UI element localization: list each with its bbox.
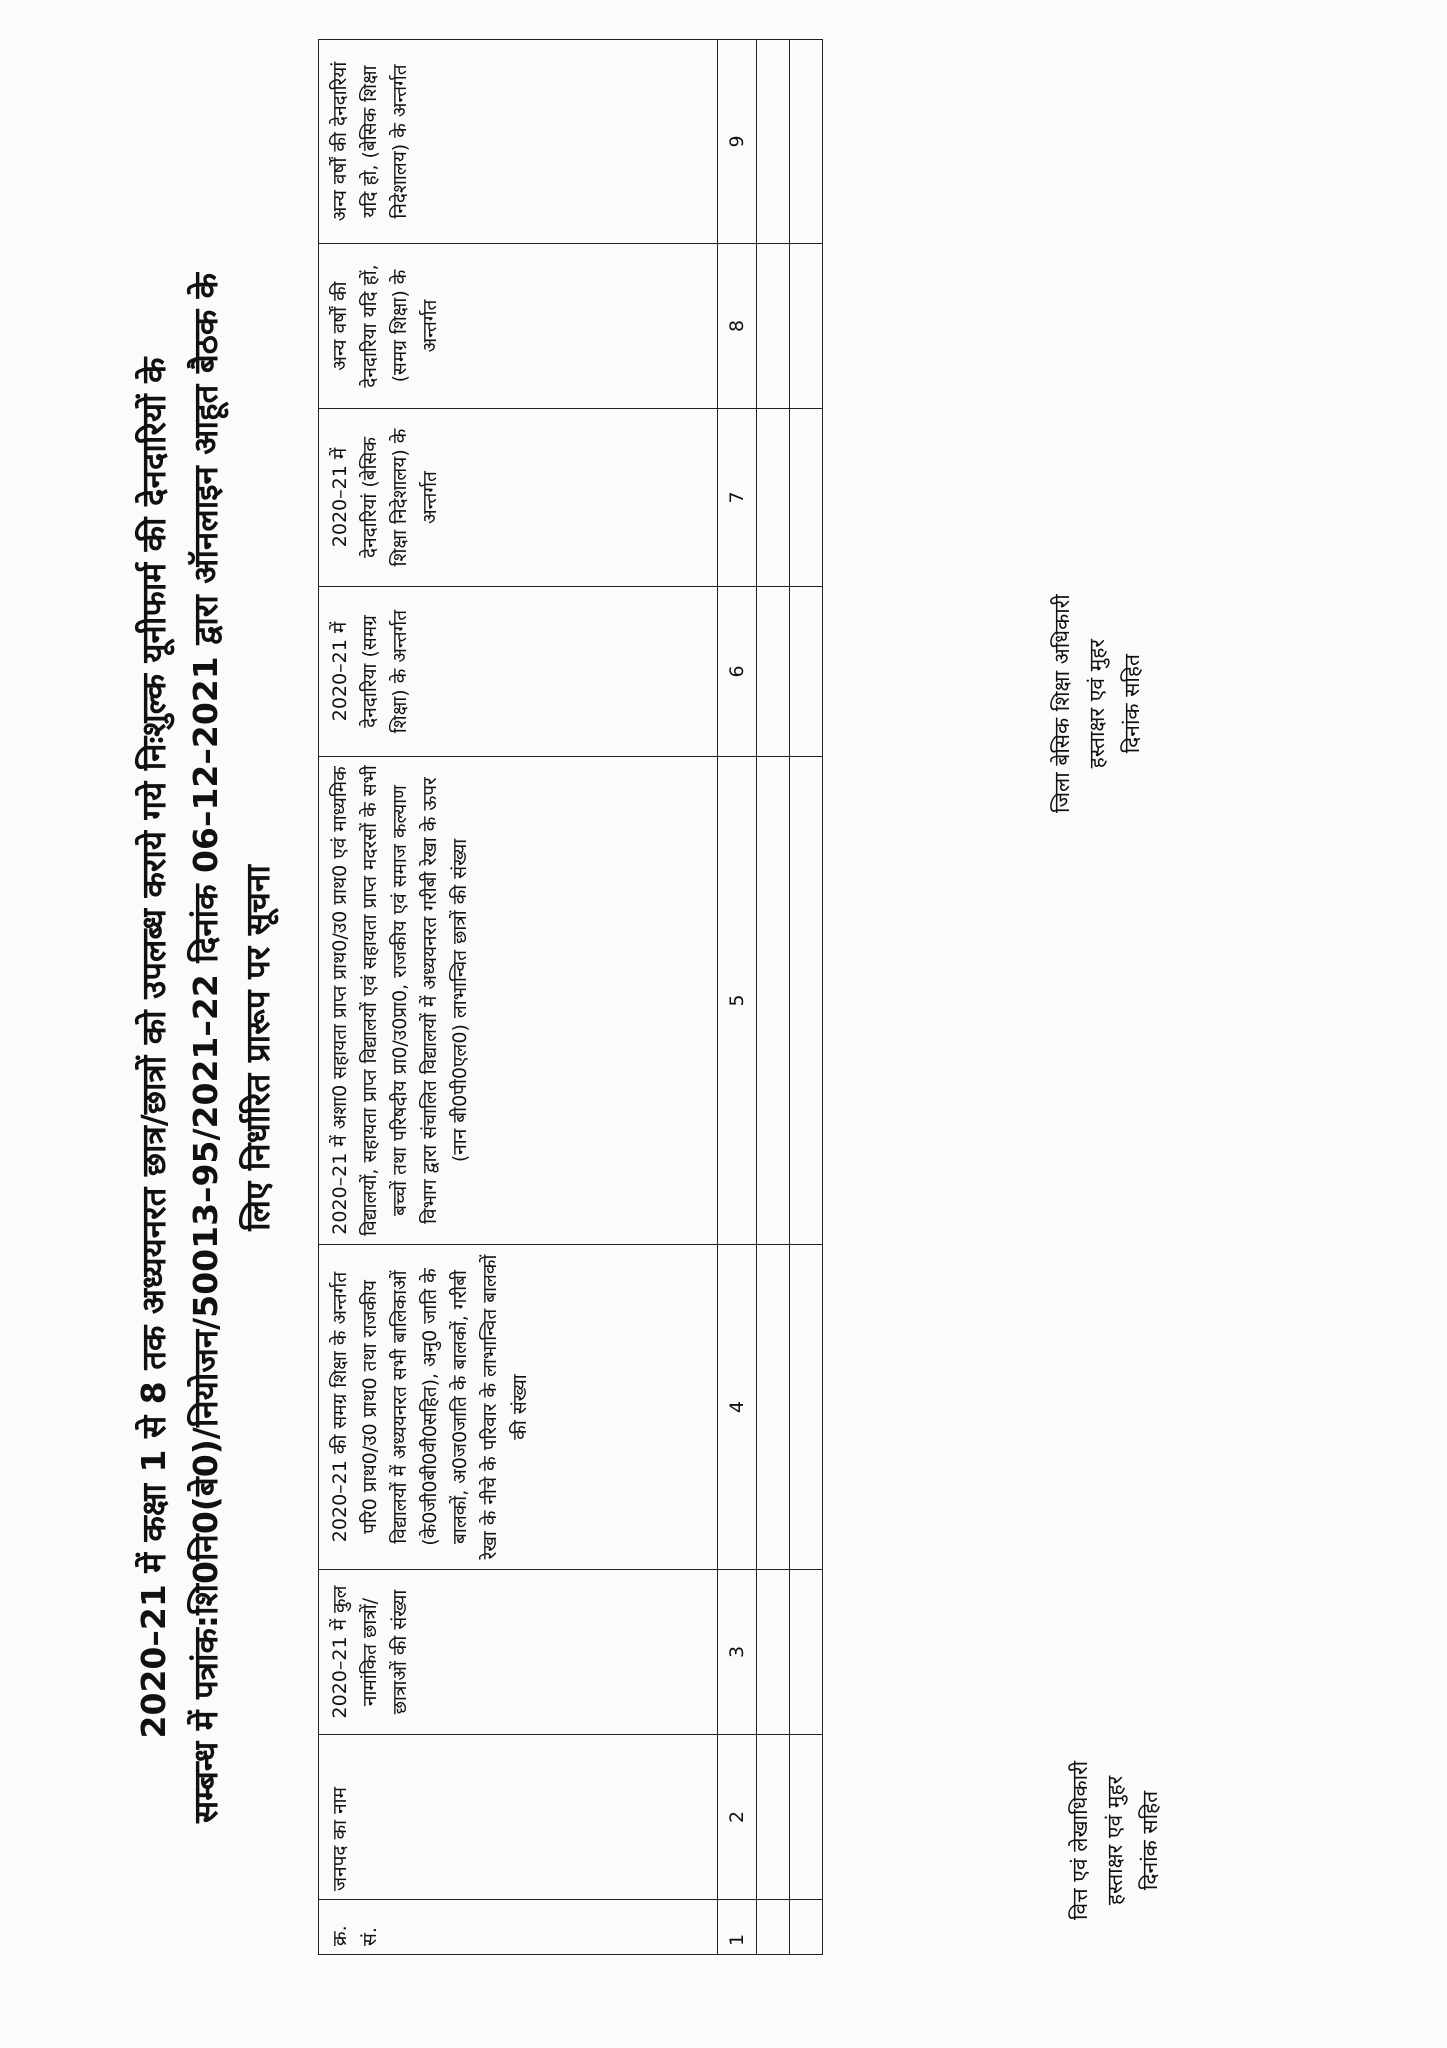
header-row bbox=[319, 40, 718, 1955]
column-number-row bbox=[718, 40, 757, 1955]
empty-cell bbox=[790, 244, 823, 409]
empty-cell bbox=[757, 757, 790, 1245]
header-aided-beneficiaries: 2020–21 में अशा0 सहायता प्राप्त प्राथ0/उ0 प्राथ0 एवं माध्यमिक विद्यालयों, सहायता प्राप्त विद्यालयों एवं सहायता प्राप्त मदरसों के सभी बच्चों तथा परिषदीय प्रा0/उ0प्रा0, राजकीय एवं समाज कल्याण विभाग द्वारा संचालित विद्यालयों में अध्ययनरत गरीबी रेखा के ऊपर (नान बी0पी0एल0) लाभान्वित छात्रों की संख्या bbox=[319, 757, 718, 1245]
header-samagra-beneficiaries: 2020–21 की समग्र शिक्षा के अन्तर्गत परि0 प्राथ0/उ0 प्राथ0 तथा राजकीय विद्यालयों में अध्ययनरत सभी बालिकाओं (के0जी0बी0वी0सहित), अनु0 जाति के बालकों, अ0ज0जाति के बालकों, गरीबी रेखा के नीचे के परिवार के लाभान्वित बालकों की संख्या bbox=[319, 1245, 718, 1570]
empty-cell bbox=[757, 409, 790, 587]
district-education-officer-signature-block bbox=[1045, 594, 1150, 813]
header-other-years-samagra: अन्य वर्षों की देनदारिया यदि हों, (समग्र शिक्षा) के अन्तर्गत bbox=[319, 244, 718, 409]
signature-designation: जिला बेसिक शिक्षा अधिकारी bbox=[1050, 594, 1074, 813]
document-title bbox=[128, 108, 284, 1988]
empty-row bbox=[790, 40, 823, 1955]
finance-officer-signature-block bbox=[1063, 1761, 1168, 1920]
title-line-3: लिए निर्धारित प्रारूप पर सूचना bbox=[238, 865, 277, 1231]
header-liability-samagra-2020-21: 2020–21 में देनदारिया (समग्र शिक्षा) के अन्तर्गत bbox=[319, 587, 718, 757]
empty-cell bbox=[790, 1900, 823, 1955]
title-line-2: सम्बन्ध में पत्रांक:शि0नि0(बे0)/नियोजन/50013–95/2021–22 दिनांक 06–12–2021 द्वारा ऑनलाइन आहूत बैठक के bbox=[186, 272, 225, 1824]
empty-cell bbox=[757, 244, 790, 409]
header-liability-basic-2020-21: 2020–21 में देनदारियां (बेसिक शिक्षा निदेशालय) के अन्तर्गत bbox=[319, 409, 718, 587]
empty-cell bbox=[757, 1735, 790, 1900]
column-number: 5 bbox=[718, 757, 757, 1245]
empty-cell bbox=[790, 1245, 823, 1570]
title-line-1: 2020–21 में कक्षा 1 से 8 तक अध्ययनरत छात्र/छात्रों को उपलब्ध कराये गये निःशुल्क यूनीफार्म की देनदारियों के bbox=[134, 357, 173, 1739]
empty-cell bbox=[757, 1570, 790, 1735]
column-number: 4 bbox=[718, 1245, 757, 1570]
signature-date-note: दिनांक सहित bbox=[1120, 654, 1144, 754]
signature-note: हस्ताक्षर एवं मुहर bbox=[1085, 639, 1109, 769]
empty-cell bbox=[757, 587, 790, 757]
empty-cell bbox=[757, 40, 790, 244]
column-number: 2 bbox=[718, 1735, 757, 1900]
header-other-years-basic: अन्य वर्षों की देनदारियां यदि हो, (बेसिक शिक्षा निदेशालय) के अन्तर्गत bbox=[319, 40, 718, 244]
column-number: 1 bbox=[718, 1900, 757, 1955]
column-number: 6 bbox=[718, 587, 757, 757]
header-total-enrolled: 2020–21 में कुल नामांकित छात्रों/छात्राओं की संख्या bbox=[319, 1570, 718, 1735]
header-serial: क्र. सं. bbox=[319, 1900, 718, 1955]
signature-designation: वित्त एवं लेखाधिकारी bbox=[1068, 1760, 1092, 1920]
column-number: 7 bbox=[718, 409, 757, 587]
signature-date-note: दिनांक सहित bbox=[1138, 1790, 1162, 1891]
empty-cell bbox=[790, 757, 823, 1245]
empty-cell bbox=[790, 1570, 823, 1735]
empty-cell bbox=[790, 1735, 823, 1900]
signature-note: हस्ताक्षर एवं मुहर bbox=[1103, 1775, 1127, 1906]
empty-cell bbox=[757, 1245, 790, 1570]
empty-cell bbox=[790, 587, 823, 757]
empty-cell bbox=[790, 40, 823, 244]
column-number: 9 bbox=[718, 40, 757, 244]
column-number: 3 bbox=[718, 1570, 757, 1735]
empty-cell bbox=[757, 1900, 790, 1955]
empty-cell bbox=[790, 409, 823, 587]
column-number: 8 bbox=[718, 244, 757, 409]
header-district-name: जनपद का नाम bbox=[319, 1735, 718, 1900]
liabilities-table bbox=[318, 39, 823, 1955]
empty-row bbox=[757, 40, 790, 1955]
